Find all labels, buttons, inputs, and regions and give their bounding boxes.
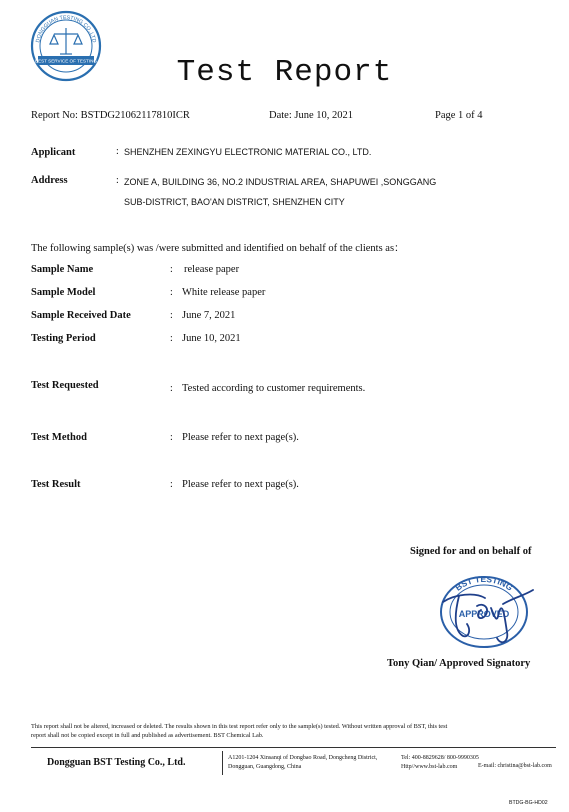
logo-banner-text: BEST SERVICE OF TESTING (34, 58, 98, 64)
footer-contact (401, 754, 479, 772)
test-requested-value: Tested according to customer requirements. (182, 383, 366, 394)
test-requested-label: Test Requested (31, 380, 99, 391)
svg-text:BST TESTING (453, 574, 515, 593)
testing-period-value: June 10, 2021 (182, 333, 241, 344)
approved-signatory: Tony Qian/ Approved Signatory (387, 658, 531, 669)
report-date: Date: June 10, 2021 (269, 110, 353, 121)
scales-icon (50, 28, 82, 54)
page-number: Page 1 of 4 (435, 110, 483, 121)
sample-name-label: Sample Name (31, 264, 94, 275)
address-colon: : (116, 175, 119, 186)
footer-http: Http//www.bst-lab.com (401, 764, 458, 770)
testing-period-colon: : (170, 333, 173, 344)
received-date-value: June 7, 2021 (182, 310, 236, 321)
test-result-value: Please refer to next page(s). (182, 479, 299, 490)
address-label: Address (31, 175, 68, 186)
test-requested-colon: : (170, 383, 173, 394)
footer-address-line-2: Dongguan, Guangdong, China (228, 764, 302, 770)
received-date-label: Sample Received Date (31, 310, 131, 321)
stamp-ring-text: BST TESTING (453, 573, 515, 593)
footer-divider (31, 747, 556, 748)
footer-address-line-1: A1201-1204 Xinsanqi of Dongbao Road, Dongcheng District, (228, 755, 378, 761)
footer-address (228, 754, 377, 772)
applicant-label: Applicant (31, 147, 76, 158)
sample-model-value: White release paper (182, 287, 266, 298)
footer-separator (222, 751, 223, 775)
disclaimer (31, 722, 556, 740)
report-number: Report No: BSTDG21062117810ICR (31, 110, 190, 121)
footer-form-code: BTDG-BG-HD02 (509, 800, 548, 806)
approved-stamp (425, 572, 543, 652)
logo-ring-text: DONGGUAN TESTING CO.,LTD (35, 14, 97, 44)
test-method-value: Please refer to next page(s). (182, 432, 299, 443)
sample-name-value: release paper (184, 264, 240, 275)
footer-company: Dongguan BST Testing Co., Ltd. (47, 757, 186, 768)
test-result-label: Test Result (31, 479, 81, 490)
applicant-value: SHENZHEN ZEXINGYU ELECTRONIC MATERIAL CO., LTD. (124, 147, 372, 157)
test-result-colon: : (170, 479, 173, 490)
disclaimer-line-1: This report shall not be altered, increased or deleted. The results shown in this test report refer only to the sample(s) tested. Without written approval of BST, this test (31, 723, 448, 730)
sample-name-colon: : (170, 264, 173, 275)
page-title: Test Report (176, 55, 393, 90)
sample-model-label: Sample Model (31, 287, 96, 298)
received-date-colon: : (170, 310, 173, 321)
test-method-label: Test Method (31, 432, 87, 443)
stamp-center-text: APPROVED (458, 609, 510, 619)
disclaimer-line-2: report shall not be copied except in full and published as advertisement. BST Chemical Lab. (31, 732, 264, 739)
test-method-colon: : (170, 432, 173, 443)
signed-on-behalf: Signed for and on behalf of (410, 546, 532, 557)
applicant-colon: : (116, 146, 119, 157)
testing-period-label: Testing Period (31, 333, 96, 344)
address-line-2: SUB-DISTRICT, BAO'AN DISTRICT, SHENZHEN CITY (124, 197, 345, 207)
footer-tel: Tel: 400-8829628/ 800-9990305 (401, 755, 479, 761)
footer-email: E-mail: christina@bst-lab.com (478, 763, 552, 769)
intro-text: The following sample(s) was /were submitted and identified on behalf of the clients as： (31, 243, 405, 254)
sample-model-colon: : (170, 287, 173, 298)
address-line-1: ZONE A, BUILDING 36, NO.2 INDUSTRIAL AREA, SHAPUWEI ,SONGGANG (124, 177, 437, 187)
